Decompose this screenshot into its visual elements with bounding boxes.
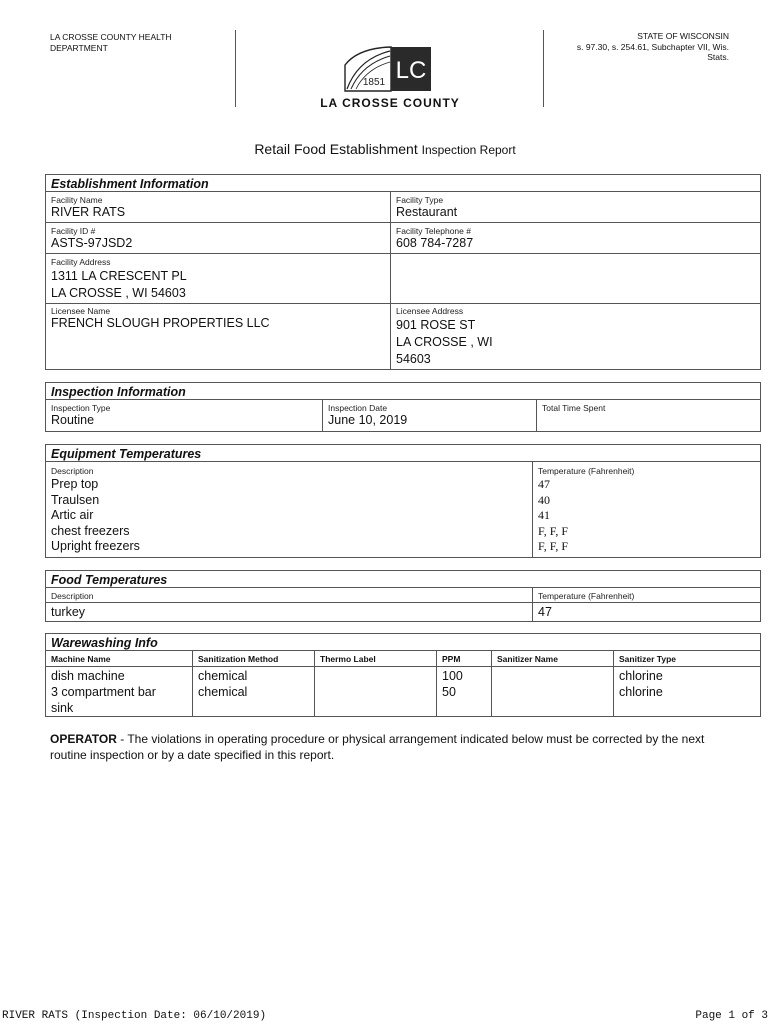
equipment-desc: Traulsen: [51, 492, 100, 507]
col-thermo-label: Thermo Label: [320, 654, 376, 664]
state-line-1: STATE OF WISCONSIN: [637, 31, 729, 41]
equipment-desc: Upright freezers: [51, 539, 140, 553]
machine-name: 3 compartment bar: [51, 685, 156, 699]
title-main: Retail Food Establishment: [254, 141, 418, 157]
col-ppm: PPM: [442, 654, 461, 664]
footer-page-number: Page 1 of 3: [695, 1010, 768, 1022]
department-line-1: LA CROSSE COUNTY HEALTH: [50, 32, 172, 42]
inspection-date-label: Inspection Date: [328, 403, 388, 413]
equipment-desc: Prep top: [51, 477, 99, 491]
licensee-address-line-1: 901 ROSE ST: [396, 318, 476, 332]
col-sanitizer-name: Sanitizer Name: [497, 654, 558, 664]
licensee-name: FRENCH SLOUGH PROPERTIES LLC: [51, 316, 270, 330]
inspection-section: [45, 382, 761, 432]
licensee-address-line-2: LA CROSSE , WI: [396, 335, 493, 349]
facility-phone: 608 784-7287: [396, 236, 474, 250]
ppm-value: 100: [442, 669, 463, 683]
facility-phone-label: Facility Telephone #: [396, 226, 471, 236]
facility-name-label: Facility Name: [51, 195, 103, 205]
facility-id: ASTS-97JSD2: [51, 236, 133, 250]
sanitization-method: chemical: [198, 685, 248, 699]
equipment-desc-label: Description: [51, 466, 94, 476]
sanitizer-type-cell: [619, 668, 663, 700]
title-sub: Inspection Report: [421, 143, 516, 157]
department-name: [50, 32, 220, 53]
footer-facility-date: RIVER RATS (Inspection Date: 06/10/2019): [2, 1010, 267, 1022]
total-time-label: Total Time Spent: [542, 403, 606, 413]
col-machine-name: Machine Name: [51, 654, 111, 664]
sanitizer-type: chlorine: [619, 685, 663, 699]
food-temp-label: Temperature (Fahrenheit): [538, 591, 635, 601]
operator-notice: [50, 731, 730, 763]
licensee-address-label: Licensee Address: [396, 306, 464, 316]
facility-name: RIVER RATS: [51, 205, 126, 219]
inspection-type-label: Inspection Type: [51, 403, 111, 413]
logo-county-name: LA CROSSE COUNTY: [320, 96, 460, 110]
equipment-temp: 41: [538, 508, 550, 522]
sanitization-method-cell: [198, 668, 247, 700]
facility-address-line-1: 1311 LA CRESCENT PL: [51, 269, 187, 283]
equipment-temp: 47: [538, 477, 550, 491]
establishment-section-title: Establishment Information: [46, 175, 760, 192]
licensee-name-label: Licensee Name: [51, 306, 111, 316]
state-statute: [539, 31, 729, 63]
logo-letters: LC: [395, 57, 427, 84]
food-section-title: Food Temperatures: [46, 571, 760, 588]
equipment-temp: F, F, F: [538, 539, 569, 553]
col-sanitization-method: Sanitization Method: [198, 654, 279, 664]
operator-text: - The violations in operating procedure or physical arrangement indicated below must be corrected by the next routine inspection or by a date specified in this report.: [50, 732, 705, 762]
facility-type-label: Facility Type: [396, 195, 444, 205]
warewashing-section-title: Warewashing Info: [46, 634, 760, 651]
sanitization-method: chemical: [198, 669, 248, 683]
page-title: [0, 141, 770, 157]
state-line-3: Stats.: [707, 52, 729, 62]
inspection-section-title: Inspection Information: [46, 383, 760, 400]
equipment-temp-label: Temperature (Fahrenheit): [538, 466, 635, 476]
warewashing-section: [45, 633, 761, 717]
machine-name: dish machine: [51, 669, 125, 683]
equipment-temp: F, F, F: [538, 523, 569, 538]
licensee-address-line-3: 54603: [396, 352, 431, 366]
machine-name-cell: [51, 668, 156, 716]
food-section: [45, 570, 761, 622]
ppm-cell: [442, 668, 463, 700]
inspection-type: Routine: [51, 413, 95, 427]
equipment-section: [45, 444, 761, 558]
equipment-desc: chest freezers: [51, 523, 130, 538]
facility-address-line-2: LA CROSSE , WI 54603: [51, 286, 186, 300]
facility-id-label: Facility ID #: [51, 226, 96, 236]
equipment-desc: Artic air: [51, 508, 94, 522]
state-line-2: s. 97.30, s. 254.61, Subchapter VII, Wis.: [576, 41, 729, 52]
col-sanitizer-type: Sanitizer Type: [619, 654, 676, 664]
equipment-temp: 40: [538, 492, 550, 507]
ppm-value: 50: [442, 685, 456, 699]
operator-label: OPERATOR: [50, 732, 117, 746]
department-line-2: DEPARTMENT: [50, 42, 108, 53]
facility-type: Restaurant: [396, 205, 458, 219]
food-temp: 47: [538, 605, 552, 619]
equipment-section-title: Equipment Temperatures: [46, 445, 760, 462]
logo-year: 1851: [362, 77, 386, 88]
food-desc: turkey: [51, 605, 86, 619]
sanitizer-type: chlorine: [619, 669, 663, 683]
header-divider-left: [235, 30, 236, 107]
facility-address-label: Facility Address: [51, 257, 111, 267]
inspection-date: June 10, 2019: [328, 413, 408, 427]
machine-name: sink: [51, 701, 74, 715]
establishment-section: [45, 174, 761, 370]
food-desc-label: Description: [51, 591, 94, 601]
